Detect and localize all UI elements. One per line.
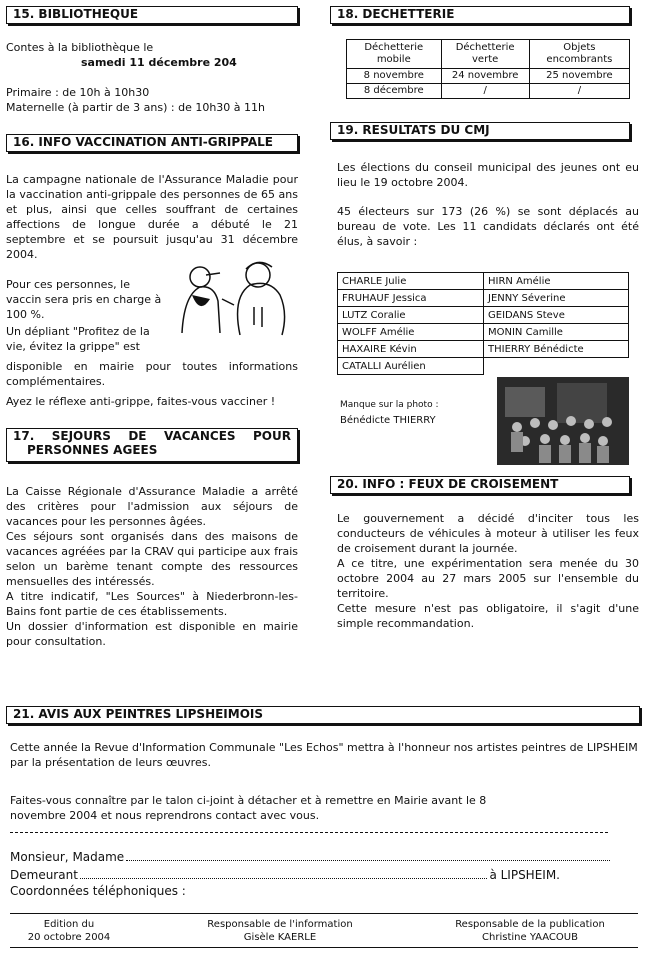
vaccination-p3b: disponible en mairie pour toutes informations complémentaires.: [6, 360, 298, 388]
section-18-title: 18. DECHETTERIE: [330, 6, 630, 24]
dechetterie-header: Déchetterie verte: [441, 40, 529, 69]
dechetterie-cell: 24 novembre: [441, 69, 529, 84]
form-name-label: Monsieur, Madame: [10, 850, 125, 864]
footer-info-label: Responsable de l'information: [207, 919, 353, 930]
form-name-row: [10, 848, 610, 864]
dechetterie-cell: 8 novembre: [347, 69, 442, 84]
section-19-title: 19. RESULTATS DU CMJ: [330, 122, 630, 140]
cmj-photo: [497, 377, 629, 465]
section-21-title: 21. AVIS AUX PEINTRES LIPSHEIMOIS: [6, 706, 640, 724]
candidate-name: JENNY Séverine: [484, 290, 629, 307]
form-name-field[interactable]: [126, 859, 610, 861]
candidates-table: [337, 272, 629, 375]
photo-caption: [340, 398, 490, 428]
candidate-name: MONIN Camille: [484, 324, 629, 341]
cmj-body: [337, 160, 639, 249]
footer-rule-top: [10, 913, 638, 914]
vaccination-p2: Pour ces personnes, le vaccin sera pris en charge à 100 %.: [6, 278, 162, 321]
footer-edition-label: Edition du: [43, 919, 95, 930]
footer-pub-label: Responsable de la publication: [455, 919, 605, 930]
dechetterie-cell: /: [529, 84, 629, 99]
dechetterie-row: [347, 69, 630, 84]
vaccination-p3a: Un dépliant "Profitez de la vie, évitez la grippe" est: [6, 325, 150, 353]
candidate-name: CATALLI Aurélien: [338, 358, 484, 375]
vaccination-cartoon: [170, 255, 298, 337]
footer-info: [190, 918, 370, 944]
section-17-title-line2: PERSONNES AGEES: [27, 443, 158, 457]
candidate-name: FRUHAUF Jessica: [338, 290, 484, 307]
candidate-name: CHARLE Julie: [338, 273, 484, 290]
feux-body: [337, 511, 639, 631]
section-20-title: 20. INFO : FEUX DE CROISEMENT: [330, 476, 630, 494]
cmj-p2: 45 électeurs sur 173 (26 %) se sont déplacés au bureau de vote. Les 11 candidats déclarés ont été élus, à savoir :: [337, 205, 639, 248]
candidate-name: WOLFF Amélie: [338, 324, 484, 341]
sejours-p1: La Caisse Régionale d'Assurance Maladie a arrêté des critères pour l'admission aux séjours de vacances pour les personnes âgées.: [6, 485, 298, 528]
section-17-body: [6, 484, 298, 649]
feux-p2: A ce titre, une expérimentation sera menée du 30 octobre 2004 au 27 mars 2005 sur l'ensemble du territoire.: [337, 557, 639, 600]
section-17-title-line1: 17. SEJOURS DE VACANCES POUR: [13, 429, 291, 443]
dechetterie-header: Déchetterie mobile: [347, 40, 442, 69]
candidate-name: LUTZ Coralie: [338, 307, 484, 324]
photo-name: Bénédicte THIERRY: [340, 415, 436, 426]
dechetterie-cell: 8 décembre: [347, 84, 442, 99]
section-15-body: [6, 40, 306, 115]
photo-note: Manque sur la photo :: [340, 400, 439, 410]
dechetterie-cell: 25 novembre: [529, 69, 629, 84]
footer-info-name: Gisèle KAERLE: [243, 932, 317, 943]
candidate-name: HAXAIRE Kévin: [338, 341, 484, 358]
vaccination-p4: Ayez le réflexe anti-grippe, faites-vous vacciner !: [6, 395, 276, 408]
footer-publication: [430, 918, 630, 944]
dechetterie-cell: /: [441, 84, 529, 99]
cut-line: [10, 832, 608, 833]
cmj-p1: Les élections du conseil municipal des jeunes ont eu lieu le 19 octobre 2004.: [337, 161, 639, 189]
footer-rule-bottom: [10, 947, 638, 948]
footer-edition-date: 20 octobre 2004: [27, 932, 111, 943]
feux-p1: Le gouvernement a décidé d'inciter tous les conducteurs de véhicules à moteur à utiliser les feux de croisement durant la journée.: [337, 512, 639, 555]
feux-p3: Cette mesure n'est pas obligatoire, il s'agit d'une simple recommandation.: [337, 602, 639, 630]
library-primaire: Primaire : de 10h à 10h30: [6, 86, 150, 99]
form-city-label: à LIPSHEIM.: [489, 868, 560, 882]
form-address-row: [10, 866, 610, 882]
painters-p2: Faites-vous connaître par le talon ci-joint à détacher et à remettre en Mairie avant le 8 novembre 2004 et nous reprendrons contact avec vous.: [10, 794, 487, 822]
dechetterie-header: Objets encombrants: [529, 40, 629, 69]
library-maternelle: Maternelle (à partir de 3 ans) : de 10h30 à 11h: [6, 101, 266, 114]
candidate-name: GEIDANS Steve: [484, 307, 629, 324]
form-address-label: Demeurant: [10, 868, 78, 882]
dechetterie-header-row: [347, 40, 630, 69]
form-address-field[interactable]: [80, 877, 488, 879]
dechetterie-row: [347, 84, 630, 99]
section-17-title: [6, 428, 298, 462]
sejours-p4: Un dossier d'information est disponible en mairie pour consultation.: [6, 620, 298, 648]
candidate-name: THIERRY Bénédicte: [484, 341, 629, 358]
library-date: samedi 11 décembre 204: [81, 56, 237, 69]
dechetterie-table: [346, 39, 630, 99]
form-phone-label: Coordonnées téléphoniques :: [10, 884, 186, 898]
section-16-title: 16. INFO VACCINATION ANTI-GRIPPALE: [6, 134, 298, 152]
library-line: Contes à la bibliothèque le: [6, 41, 154, 54]
footer-pub-name: Christine YAACOUB: [482, 932, 578, 943]
vaccination-p1: La campagne nationale de l'Assurance Maladie pour la vaccination anti-grippale des personnes de 65 ans et plus, ainsi que celles souffrant de certaines affections de longue durée a débuté le 21 septembre et se poursuit jusqu'au 31 décembre 2004.: [6, 173, 298, 261]
footer-edition: [14, 918, 124, 944]
candidate-name: HIRN Amélie: [484, 273, 629, 290]
painters-p1: Cette année la Revue d'Information Communale "Les Echos" mettra à l'honneur nos artistes peintres de LIPSHEIM par la présentation de leurs œuvres.: [10, 741, 638, 769]
section-15-title: 15. BIBLIOTHEQUE: [6, 6, 298, 24]
sejours-p3: A titre indicatif, "Les Sources" à Niederbronn-les-Bains font partie de ces établissements.: [6, 590, 298, 618]
sejours-p2: Ces séjours sont organisés dans des maisons de vacances agréées par la CRAV qui participe aux frais selon un barème tenant compte des ressources mensuelles des intéressés.: [6, 530, 298, 588]
